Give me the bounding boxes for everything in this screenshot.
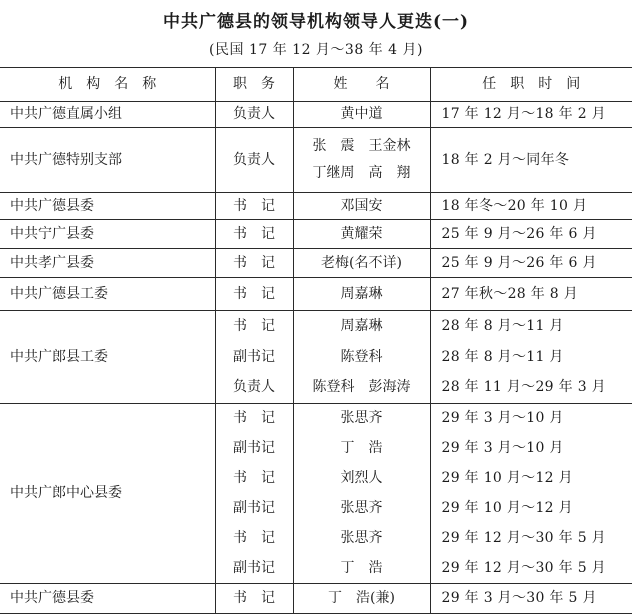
table-row <box>0 311 632 342</box>
time-cell: 29 年 10 月～12 月 <box>430 494 632 524</box>
role-cell: 书 记 <box>215 220 293 249</box>
name-cell: 张思齐 <box>293 404 430 434</box>
role-cell: 副书记 <box>215 434 293 464</box>
name-cell: 周嘉琳 <box>293 311 430 342</box>
role-cell: 书 记 <box>215 249 293 278</box>
role-cell: 书 记 <box>215 524 293 554</box>
leadership-table <box>0 67 632 614</box>
table-header-row <box>0 68 632 102</box>
header-org: 机 构 名 称 <box>0 68 215 102</box>
org-cell: 中共广德特别支部 <box>0 128 215 193</box>
header-name: 姓 名 <box>293 68 430 102</box>
name-line-1: 张 震 王金林 <box>312 138 411 155</box>
role-cell: 书 记 <box>215 311 293 342</box>
time-cell: 29 年 3 月～30 年 5 月 <box>430 584 632 614</box>
name-cell: 邓国安 <box>293 193 430 220</box>
header-time: 任 职 时 间 <box>430 68 632 102</box>
time-cell: 29 年 10 月～12 月 <box>430 464 632 494</box>
name-cell: 刘烈人 <box>293 464 430 494</box>
table-row <box>0 404 632 434</box>
name-cell: 陈登科 彭海涛 <box>293 373 430 404</box>
table-row <box>0 278 632 311</box>
time-cell: 25 年 9 月～26 年 6 月 <box>430 220 632 249</box>
role-cell: 书 记 <box>215 278 293 311</box>
table-row <box>0 584 632 614</box>
table-row <box>0 249 632 278</box>
role-cell: 书 记 <box>215 404 293 434</box>
name-cell: 老梅(名不详) <box>293 249 430 278</box>
time-cell: 28 年 8 月～11 月 <box>430 342 632 373</box>
role-cell: 负责人 <box>215 128 293 193</box>
table-row <box>0 193 632 220</box>
role-cell: 书 记 <box>215 584 293 614</box>
time-cell: 27 年秋～28 年 8 月 <box>430 278 632 311</box>
name-cell: 丁 浩 <box>293 554 430 584</box>
table-row <box>0 102 632 128</box>
org-cell: 中共广德县委 <box>0 193 215 220</box>
time-cell: 18 年 2 月～同年冬 <box>430 128 632 193</box>
org-cell: 中共广德县委 <box>0 584 215 614</box>
role-cell: 副书记 <box>215 342 293 373</box>
page-title: 中共广德县的领导机构领导人更迭(一) <box>162 12 470 32</box>
name-cell: 丁 浩 <box>293 434 430 464</box>
header-role: 职 务 <box>215 68 293 102</box>
org-cell: 中共孝广县委 <box>0 249 215 278</box>
time-cell: 29 年 3 月～10 月 <box>430 434 632 464</box>
name-cell: 陈登科 <box>293 342 430 373</box>
time-cell: 17 年 12 月～18 年 2 月 <box>430 102 632 128</box>
table-row <box>0 128 632 193</box>
role-cell: 副书记 <box>215 554 293 584</box>
role-cell: 负责人 <box>215 373 293 404</box>
time-cell: 29 年 12 月～30 年 5 月 <box>430 524 632 554</box>
time-cell: 28 年 8 月～11 月 <box>430 311 632 342</box>
org-cell: 中共广郎中心县委 <box>0 404 215 584</box>
time-cell: 25 年 9 月～26 年 6 月 <box>430 249 632 278</box>
org-cell: 中共广德直属小组 <box>0 102 215 128</box>
org-cell: 中共宁广县委 <box>0 220 215 249</box>
time-cell: 28 年 11 月～29 年 3 月 <box>430 373 632 404</box>
name-cell <box>293 128 430 193</box>
page-subtitle: (民国 17 年 12 月～38 年 4 月) <box>209 42 423 58</box>
role-cell: 副书记 <box>215 494 293 524</box>
role-cell: 书 记 <box>215 464 293 494</box>
name-cell: 张思齐 <box>293 494 430 524</box>
time-cell: 29 年 3 月～10 月 <box>430 404 632 434</box>
role-cell: 负责人 <box>215 102 293 128</box>
org-cell: 中共广德县工委 <box>0 278 215 311</box>
time-cell: 18 年冬～20 年 10 月 <box>430 193 632 220</box>
table-row <box>0 220 632 249</box>
name-cell: 黄耀荣 <box>293 220 430 249</box>
name-line-2: 丁继周 高 翔 <box>312 165 411 181</box>
name-cell: 黄中道 <box>293 102 430 128</box>
role-cell: 书 记 <box>215 193 293 220</box>
name-cell: 张思齐 <box>293 524 430 554</box>
name-cell: 周嘉琳 <box>293 278 430 311</box>
time-cell: 29 年 12 月～30 年 5 月 <box>430 554 632 584</box>
org-cell: 中共广郎县工委 <box>0 311 215 404</box>
name-cell: 丁 浩(兼) <box>293 584 430 614</box>
